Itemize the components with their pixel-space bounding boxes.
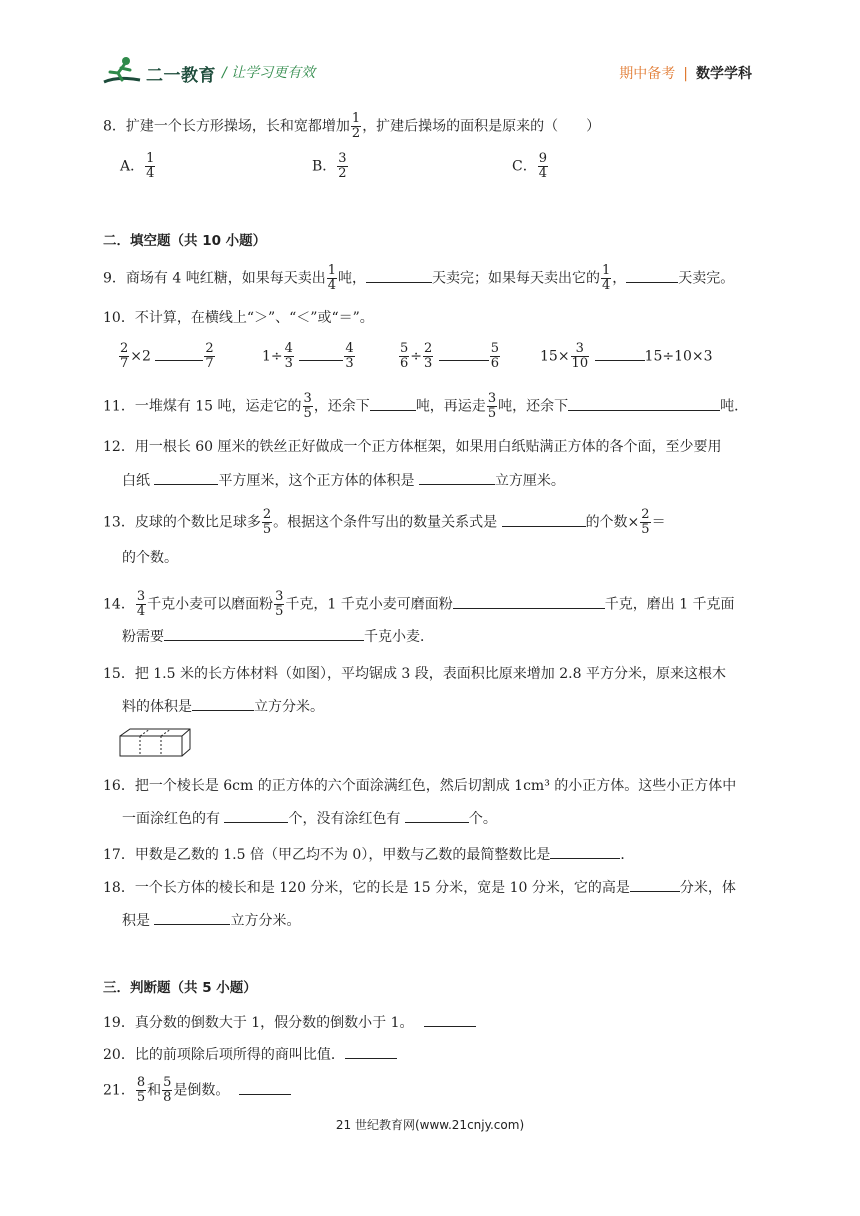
compare-item-4: 15× $\frac{3}{10}$ 15÷10×3 xyxy=(540,341,713,371)
brand-logo xyxy=(100,56,144,90)
question-17: 17．甲数是乙数的 1.5 倍（甲乙均不为 0），甲数与乙数的最简整数比是 ． xyxy=(103,844,634,865)
answer-blank[interactable] xyxy=(568,396,720,411)
answer-blank[interactable] xyxy=(192,696,254,711)
option-c[interactable]: C． $\frac{9}{4}$ xyxy=(512,151,547,181)
answer-blank[interactable] xyxy=(155,346,203,361)
question-18-line2: 积是 立方分米。 xyxy=(122,910,300,931)
answer-blank[interactable] xyxy=(239,1080,291,1095)
question-16-line2: 一面涂红色的有 个，没有涂红色有 个。 xyxy=(122,808,497,829)
question-18: 18．一个长方体的棱长和是 120 分米，它的长是 15 分米，宽是 10 分米，它的高是 分米，体 xyxy=(103,877,736,898)
question-21: 21． $\frac{8}{5}$ 和 $\frac{5}{8}$ 是倒数。 xyxy=(103,1076,291,1105)
subject-label: 数学学科 xyxy=(696,66,752,82)
answer-blank[interactable] xyxy=(424,1012,476,1027)
question-20: 20．比的前项除后项所得的商叫比值． xyxy=(103,1044,397,1065)
option-a[interactable]: A． $\frac{1}{4}$ xyxy=(120,151,155,181)
answer-blank[interactable] xyxy=(224,808,288,823)
compare-item-2: 1÷ $\frac{4}{3}$ $\frac{4}{3}$ xyxy=(262,341,354,371)
question-13: 13．皮球的个数比足球多 $\frac{2}{5}$ 。根据这个条件写出的数量关系式是 的个数× $\frac{2}{5}$ ＝ xyxy=(103,507,666,537)
question-19: 19．真分数的倒数大于 1，假分数的倒数小于 1。 xyxy=(103,1012,476,1033)
answer-blank[interactable] xyxy=(405,808,469,823)
answer-blank[interactable] xyxy=(419,470,495,485)
question-12-line2: 白纸 平方厘米，这个正方体的体积是 立方厘米。 xyxy=(122,470,565,491)
question-11: 11．一堆煤有 15 吨，运走它的 $\frac{3}{5}$ ，还余下 吨，再运走 $\frac{3}{5}$ 吨，还余下 吨． xyxy=(103,391,749,421)
answer-blank[interactable] xyxy=(154,470,218,485)
exam-tag: 期中备考 xyxy=(619,66,676,82)
cuboid-figure xyxy=(118,728,194,758)
slogan: / 让学习更有效 xyxy=(222,65,316,81)
question-15-line1: 15．把 1.5 米的长方体材料（如图），平均锯成 3 段，表面积比原来增加 2.8 平方分米，原来这根木 xyxy=(103,666,726,682)
question-8: 8．扩建一个长方形操场，长和宽都增加 $\frac{1}{2}$ ，扩建后操场的面积是原来的（ ） xyxy=(103,111,601,141)
answer-blank[interactable] xyxy=(630,877,680,892)
question-12-line1: 12．用一根长 60 厘米的铁丝正好做成一个正方体框架，如果用白纸贴满正方体的各个面，至少要用 xyxy=(103,439,722,455)
option-b[interactable]: B． $\frac{3}{2}$ xyxy=(312,151,347,181)
question-16-line1: 16．把一个棱长是 6cm 的正方体的六个面涂满红色，然后切割成 1cm³ 的小正方体。这些小正方体中 xyxy=(103,778,737,794)
section-heading-fill: 二．填空题（共 10 小题） xyxy=(103,233,267,249)
answer-blank[interactable] xyxy=(345,1044,397,1059)
header-right xyxy=(619,63,752,83)
question-14-line2: 粉需要 千克小麦． xyxy=(122,626,434,647)
answer-blank[interactable] xyxy=(299,346,343,361)
answer-blank[interactable] xyxy=(453,594,605,609)
answer-blank[interactable] xyxy=(366,268,432,283)
answer-blank[interactable] xyxy=(595,346,645,361)
question-9: 9．商场有 4 吨红糖，如果每天卖出 $\frac{1}{4}$ 吨， 天卖完；如果每天卖出它的 $\frac{1}{4}$ ， 天卖完。 xyxy=(103,263,735,293)
answer-blank[interactable] xyxy=(439,346,489,361)
answer-blank[interactable] xyxy=(626,268,678,283)
answer-blank[interactable] xyxy=(164,626,214,641)
answer-blank[interactable] xyxy=(154,910,230,925)
question-14: 14． $\frac{3}{4}$ 千克小麦可以磨面粉 $\frac{3}{5}$ 千克，1 千克小麦可磨面粉 千克，磨出 1 千克面 xyxy=(103,589,735,619)
logo-text: 二一教育 xyxy=(146,66,216,86)
question-10-title: 10．不计算，在横线上“＞”、“＜”或“＝”。 xyxy=(103,310,374,326)
header-separator: | xyxy=(683,66,688,82)
question-15-line2: 料的体积是 立方分米。 xyxy=(122,696,324,717)
answer-blank[interactable] xyxy=(550,844,620,859)
question-13-line2: 的个数。 xyxy=(122,550,178,566)
answer-blank[interactable] xyxy=(502,512,586,527)
fraction: $\frac{1}{2}$ xyxy=(351,111,361,141)
runner-logo-icon xyxy=(100,56,144,86)
compare-item-1: $\frac{2}{7}$ ×2 $\frac{2}{7}$ xyxy=(120,341,214,371)
answer-blank[interactable] xyxy=(214,626,364,641)
compare-item-3: $\frac{5}{6}$ ÷ $\frac{2}{3}$ $\frac{5}{6}$ xyxy=(400,341,500,371)
page-footer: 21 世纪教育网(www.21cnjy.com) xyxy=(335,1118,525,1132)
answer-blank[interactable] xyxy=(370,396,416,411)
section-heading-judge: 三．判断题（共 5 小题） xyxy=(103,980,257,996)
